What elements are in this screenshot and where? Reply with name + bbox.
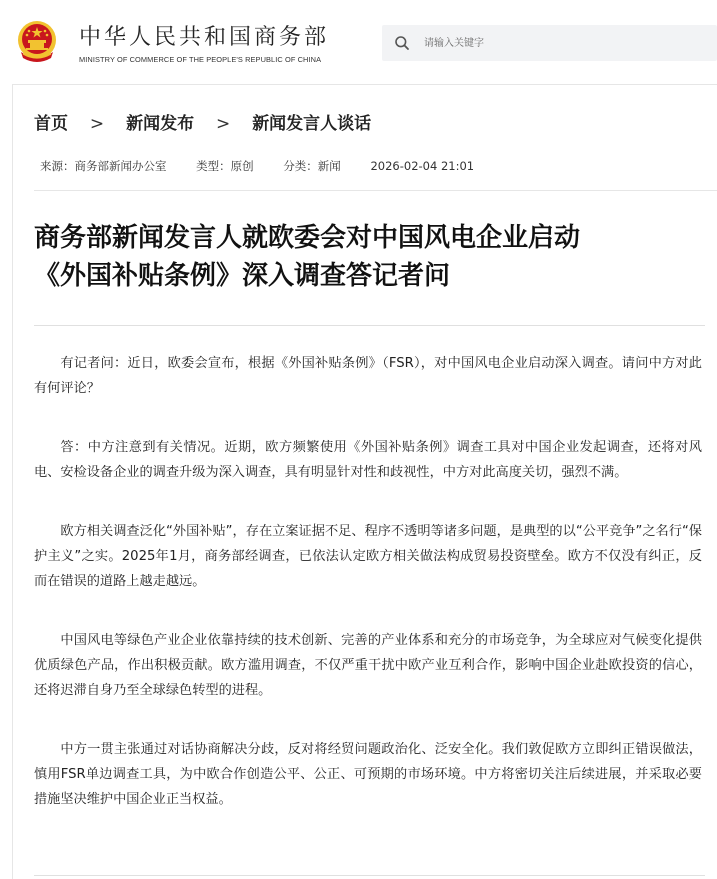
breadcrumb-news-release[interactable]: 新闻发布: [126, 114, 195, 134]
meta-type: 类型：原创: [196, 159, 254, 173]
divider: [34, 190, 717, 191]
article-paragraph: 中方一贯主张通过对话协商解决分歧，反对将经贸问题政治化、泛安全化。我们敦促欧方立即纠正错误做法，慎用FSR单边调查工具，为中欧合作创造公平、公正、可预期的市场环境。中方将密切关注后续进展，并采取必要措施坚决维护中国企业正当权益。: [34, 742, 702, 807]
article-title-line2: 《外国补贴条例》深入调查答记者问: [34, 261, 451, 291]
article-meta: [40, 158, 500, 174]
ministry-name-en: MINISTRY OF COMMERCE OF THE PEOPLE'S REPUBLIC OF CHINA: [79, 55, 322, 64]
ministry-name-cn[interactable]: 中华人民共和国商务部: [79, 25, 330, 50]
article-title-line1: 商务部新闻发言人就欧委会对中国风电企业启动: [34, 223, 581, 253]
breadcrumb-home[interactable]: 首页: [34, 114, 68, 134]
divider: [34, 875, 705, 876]
national-emblem-icon[interactable]: [13, 18, 61, 66]
search-box[interactable]: [382, 25, 717, 61]
search-input[interactable]: [422, 25, 712, 61]
article-paragraph: 欧方相关调查泛化“外国补贴”，存在立案证据不足、程序不透明等诸多问题，是典型的以“公平竞争”之名行“保护主义”之实。2025年1月，商务部经调查，已依法认定欧方相关做法构成贸易投资壁垒。欧方不仅没有纠正，反而在错误的道路上越走越远。: [34, 524, 702, 589]
article-paragraph: 有记者问：近日，欧委会宣布，根据《外国补贴条例》（FSR），对中国风电企业启动深入调查。请问中方对此有何评论？: [34, 356, 702, 396]
search-icon[interactable]: [394, 35, 410, 51]
article-title: [34, 219, 694, 295]
article-paragraph: 中国风电等绿色产业企业依靠持续的技术创新、完善的产业体系和充分的市场竞争，为全球应对气候变化提供优质绿色产品，作出积极贡献。欧方滥用调查，不仅严重干扰中欧产业互利合作，影响中国企业赴欧投资的信心，还将迟滞自身乃至全球绿色转型的进程。: [34, 633, 702, 698]
content-area: [12, 84, 717, 879]
meta-datetime: 2026-02-04 21:01: [370, 159, 475, 173]
chevron-right-icon: >: [89, 114, 105, 134]
meta-source: 来源：商务部新闻办公室: [40, 159, 167, 173]
divider: [34, 325, 705, 326]
article-body: [34, 351, 702, 846]
article-paragraph: 答：中方注意到有关情况。近期，欧方频繁使用《外国补贴条例》调查工具对中国企业发起调查，还将对风电、安检设备企业的调查升级为深入调查，具有明显针对性和歧视性，中方对此高度关切，强烈不满。: [34, 440, 702, 480]
chevron-right-icon: >: [216, 114, 231, 134]
breadcrumb: [34, 113, 371, 135]
site-header: [0, 0, 717, 84]
breadcrumb-spokesperson[interactable]: 新闻发言人谈话: [252, 114, 372, 134]
meta-category: 分类：新闻: [283, 159, 341, 173]
